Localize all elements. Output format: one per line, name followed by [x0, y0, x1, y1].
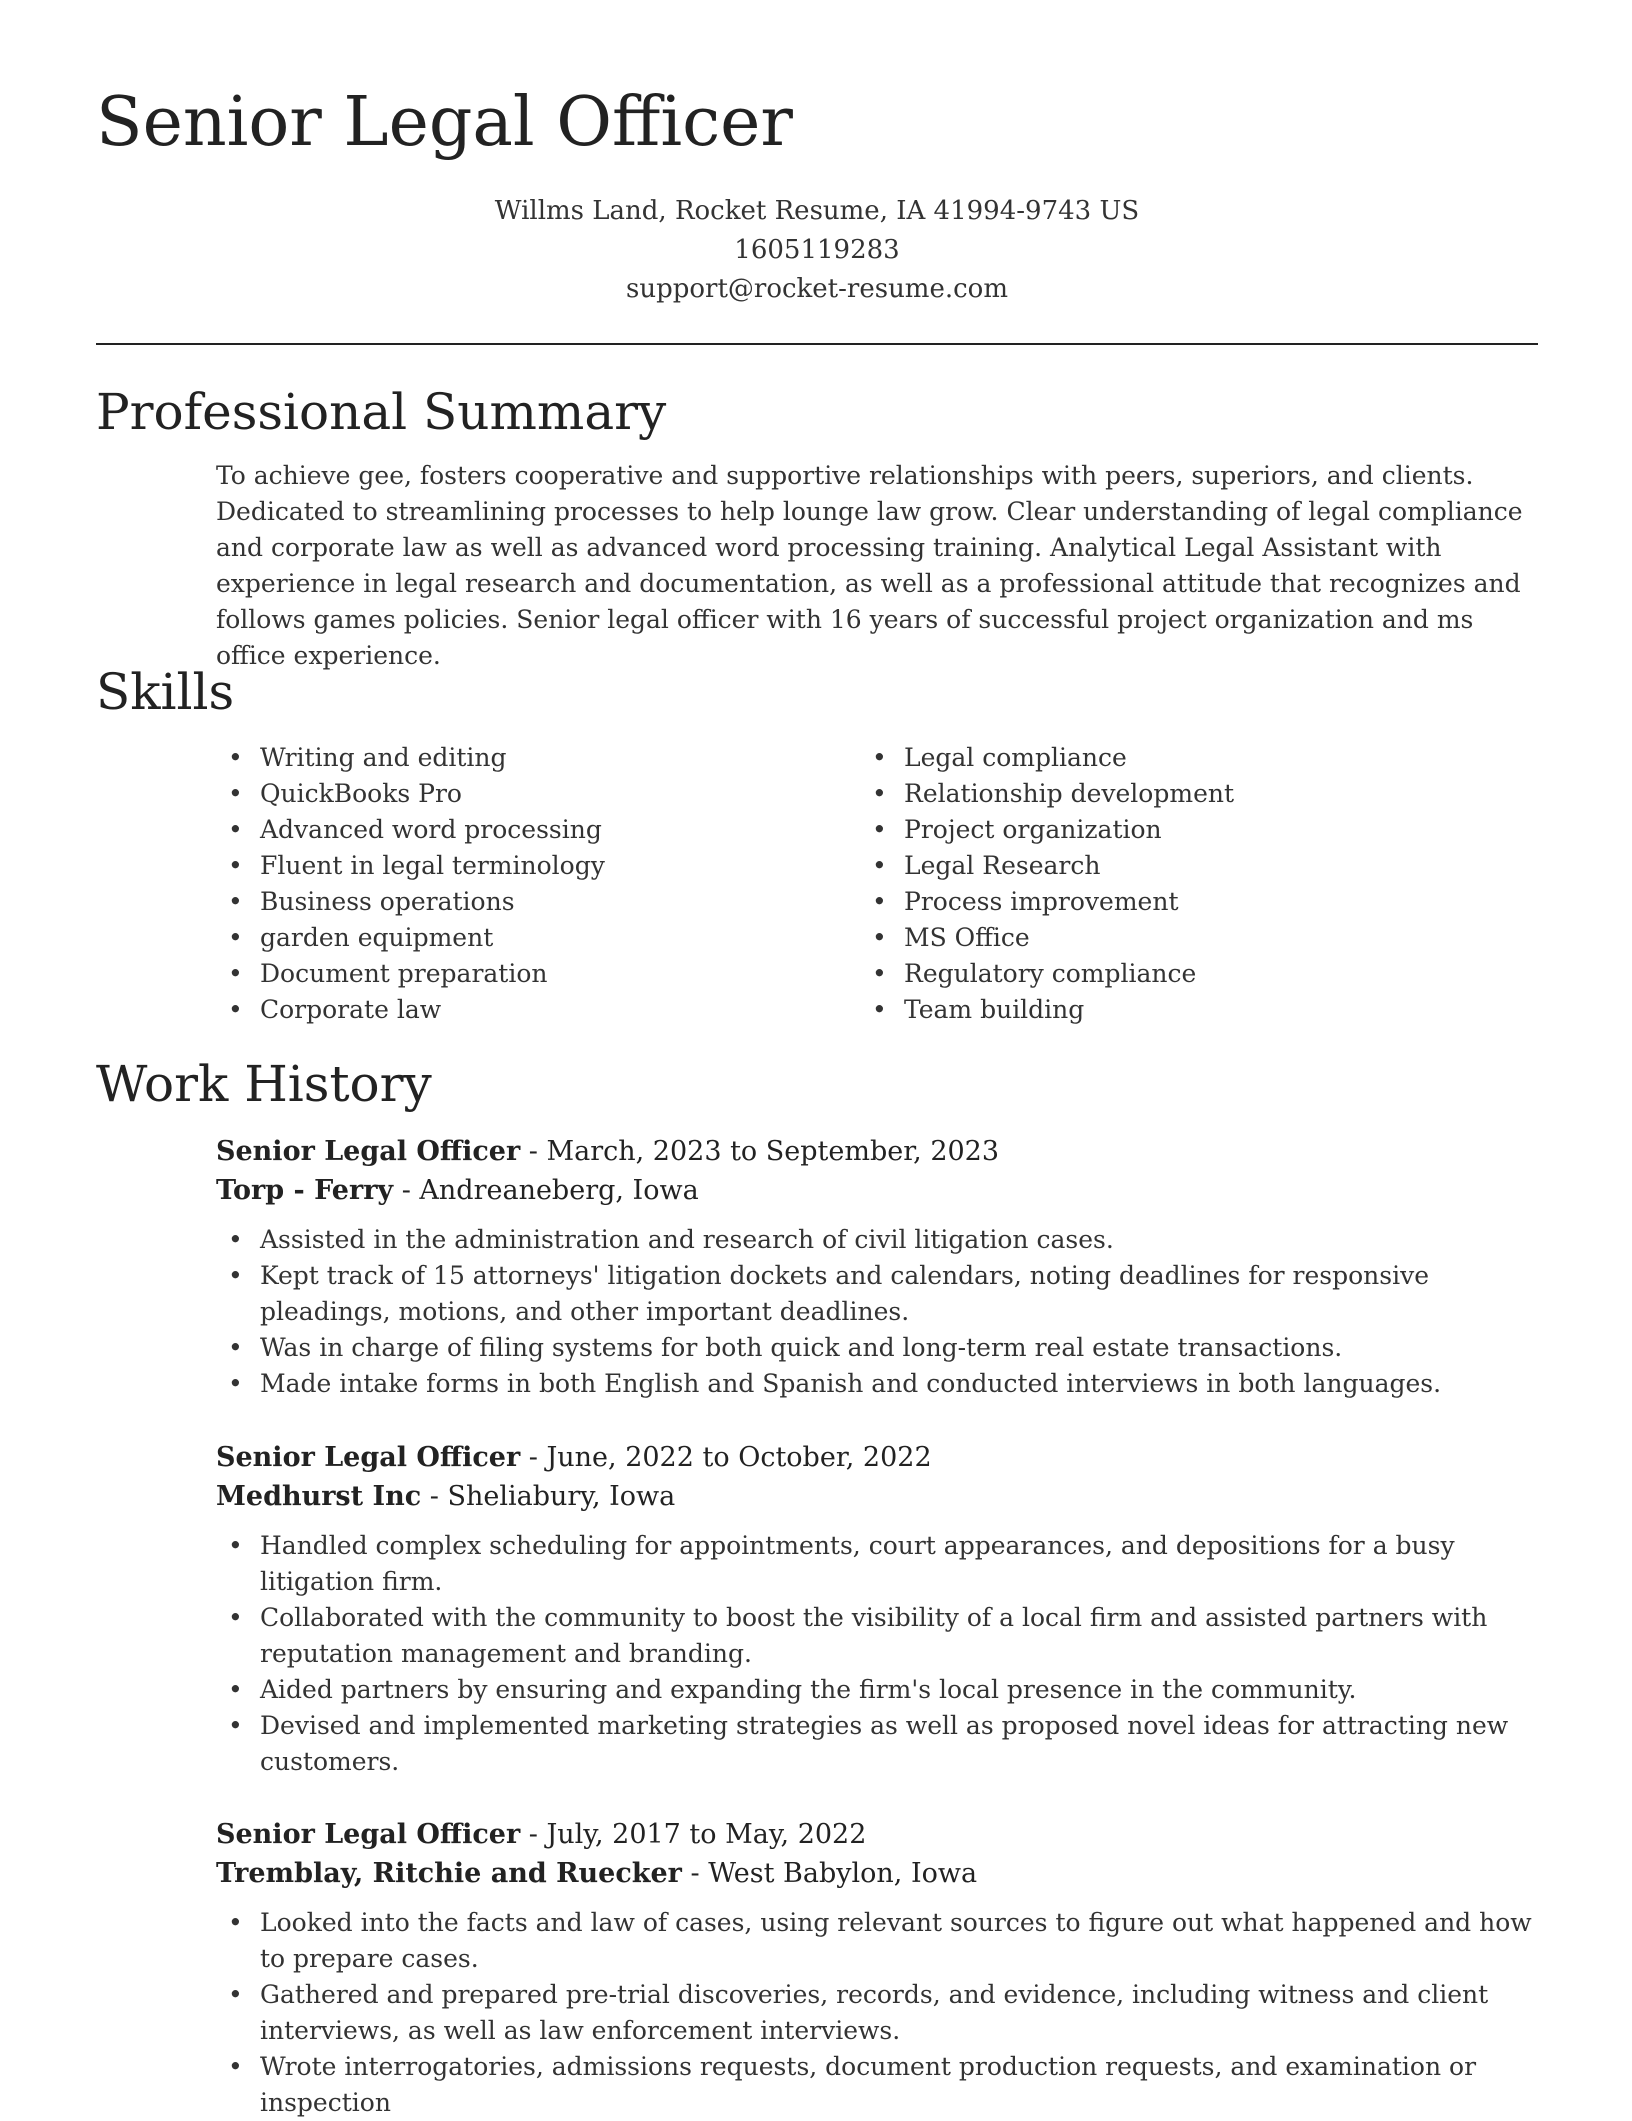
skill-item: • Writing and editing: [216, 740, 856, 776]
job-bullets: [216, 1528, 1538, 1780]
job-bullet: • Handled complex scheduling for appointments, court appearances, and depositions for a busy litigation firm.: [216, 1528, 1538, 1600]
skill-item: • Relationship development: [860, 776, 1500, 812]
job-title: Senior Legal Officer: [216, 1136, 521, 1167]
email: support@rocket-resume.com: [625, 274, 1008, 304]
job-title-line: [216, 1438, 1538, 1477]
resume-title: Senior Legal Officer: [96, 83, 793, 162]
job-title: Senior Legal Officer: [216, 1819, 521, 1850]
job-company: Torp - Ferry: [216, 1175, 394, 1206]
job-company-line: [216, 1171, 1538, 1210]
job-bullets: [216, 1905, 1538, 2121]
skill-item: • Advanced word processing: [216, 812, 856, 848]
job-location: - West Babylon, Iowa: [681, 1858, 978, 1889]
contact-block: [96, 192, 1538, 309]
job-bullet: • Kept track of 15 attorneys' litigation dockets and calendars, noting deadlines for responsive pleadings, motions, and other important deadlines.: [216, 1258, 1538, 1330]
job-entry: [216, 1438, 1538, 1780]
summary-section: [216, 458, 1538, 674]
job-bullet: • Collaborated with the community to boost the visibility of a local firm and assisted partners with reputation management and branding.: [216, 1600, 1538, 1672]
skill-item: • Process improvement: [860, 884, 1500, 920]
job-bullet: • Aided partners by ensuring and expanding the firm's local presence in the community.: [216, 1672, 1538, 1708]
job-company-line: [216, 1854, 1538, 1893]
skill-item: • Business operations: [216, 884, 856, 920]
skill-item: • Corporate law: [216, 992, 856, 1028]
skill-item: • Legal Research: [860, 848, 1500, 884]
job-company: Tremblay, Ritchie and Ruecker: [216, 1858, 682, 1889]
job-title-line: [216, 1132, 1538, 1171]
job-bullet: • Was in charge of filing systems for both quick and long-term real estate transactions.: [216, 1330, 1538, 1366]
skill-item: • Team building: [860, 992, 1500, 1028]
summary-text: To achieve gee, fosters cooperative and supportive relationships with peers, superiors, and clients. Dedicated to streamlining processes to help lounge law grow. Clear understanding of legal compliance and corporate law as well as advanced word processing training. Analytical Legal Assistant with experience in legal research and documentation, as well as a professional attitude that recognizes and follows games policies. Senior legal officer with 16 years of successful project organization and ms office experience.: [216, 461, 1523, 670]
skills-section: [216, 740, 1538, 1040]
skill-item: • Fluent in legal terminology: [216, 848, 856, 884]
job-title-line: [216, 1815, 1538, 1854]
job-company-line: [216, 1477, 1538, 1516]
job-company: Medhurst Inc: [216, 1481, 422, 1512]
job-entry: [216, 1132, 1538, 1402]
job-bullet: • Wrote interrogatories, admissions requests, document production requests, and examination or inspection: [216, 2049, 1538, 2121]
job-dates: - July, 2017 to May, 2022: [520, 1819, 867, 1850]
skill-item: • QuickBooks Pro: [216, 776, 856, 812]
phone: 1605119283: [734, 235, 900, 265]
summary-heading: Professional Summary: [96, 383, 667, 441]
skill-item: • MS Office: [860, 920, 1500, 956]
skills-list-right: [860, 740, 1500, 1028]
job-bullets: [216, 1222, 1538, 1402]
job-bullet: • Devised and implemented marketing strategies as well as proposed novel ideas for attracting new customers.: [216, 1708, 1538, 1780]
job-bullet: • Assisted in the administration and research of civil litigation cases.: [216, 1222, 1538, 1258]
job-entry: [216, 1815, 1538, 2121]
skill-item: • Project organization: [860, 812, 1500, 848]
address: Willms Land, Rocket Resume, IA 41994-9743 US: [494, 196, 1140, 226]
job-title: Senior Legal Officer: [216, 1442, 521, 1473]
job-location: - Sheliabury, Iowa: [421, 1481, 676, 1512]
job-dates: - June, 2022 to October, 2022: [520, 1442, 932, 1473]
job-bullet: • Made intake forms in both English and Spanish and conducted interviews in both languages.: [216, 1366, 1538, 1402]
skills-heading: Skills: [96, 663, 235, 721]
skill-item: • Document preparation: [216, 956, 856, 992]
job-bullet: • Looked into the facts and law of cases, using relevant sources to figure out what happened and how to prepare cases.: [216, 1905, 1538, 1977]
job-dates: - March, 2023 to September, 2023: [520, 1136, 1000, 1167]
skill-item: • garden equipment: [216, 920, 856, 956]
job-location: - Andreaneberg, Iowa: [393, 1175, 699, 1206]
work-heading: Work History: [96, 1055, 432, 1113]
header-divider: [96, 343, 1538, 345]
skill-item: • Regulatory compliance: [860, 956, 1500, 992]
skills-list-left: [216, 740, 856, 1028]
job-bullet: • Gathered and prepared pre-trial discoveries, records, and evidence, including witness and client interviews, as well as law enforcement interviews.: [216, 1977, 1538, 2049]
skill-item: • Legal compliance: [860, 740, 1500, 776]
